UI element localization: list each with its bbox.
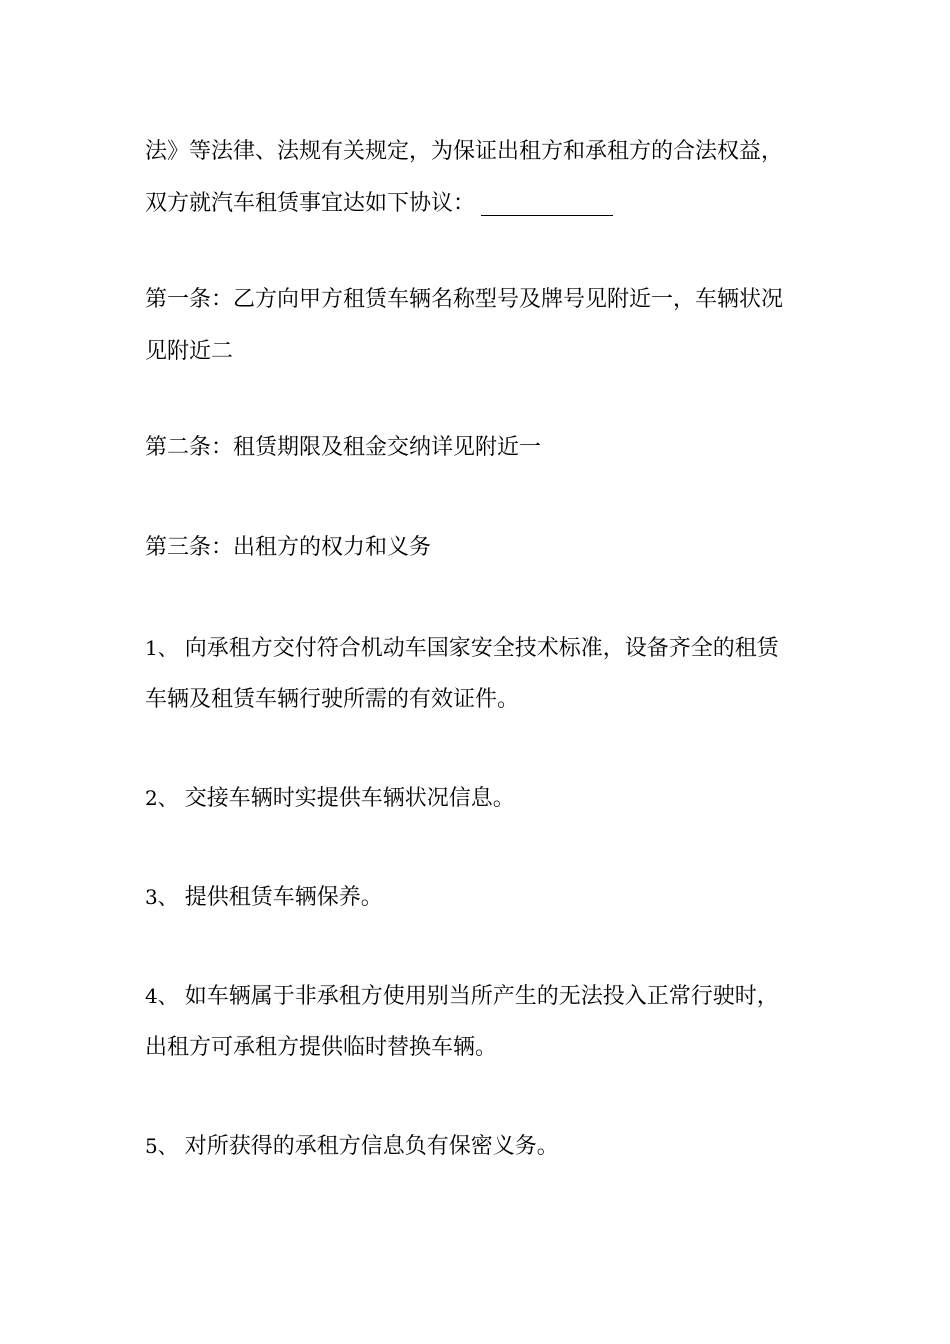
list-item-4-line-2: 出租方可承租方提供临时替换车辆。	[145, 1035, 498, 1060]
list-item-number: 4、	[145, 984, 178, 1008]
list-item-number: 3、	[145, 885, 178, 909]
list-item-4-line-1	[145, 970, 815, 1022]
list-item-number: 2、	[145, 786, 178, 810]
list-item-1-line-2: 车辆及租赁车辆行驶所需的有效证件。	[145, 687, 520, 712]
list-item-text: 交接车辆时实提供车辆状况信息。	[184, 786, 515, 811]
list-item-number: 5、	[145, 1134, 178, 1158]
list-item-3-line-1	[145, 871, 815, 923]
article-2-line-1: 第二条：租赁期限及租金交纳详见附近一	[145, 435, 542, 460]
article-1-line-1: 第一条：乙方向甲方租赁车辆名称型号及牌号见附近一，车辆状况	[145, 287, 784, 312]
list-item-2-line-1	[145, 772, 815, 824]
list-item-text: 向承租方交付符合机动车国家安全技术标准，设备齐全的租赁	[184, 636, 779, 661]
list-item-text: 对所获得的承租方信息负有保密义务。	[184, 1134, 559, 1159]
list-item-5	[145, 1120, 815, 1172]
intro-line-2-text: 双方就汽车租赁事宜达如下协议：	[145, 191, 476, 216]
list-item-4	[145, 970, 815, 1074]
list-item-text: 如车辆属于非承租方使用别当所产生的无法投入正常行驶时，	[184, 984, 779, 1009]
list-item-3	[145, 871, 815, 923]
list-item-5-line-1	[145, 1120, 815, 1172]
article-2	[145, 422, 815, 474]
intro-line-1: 法》等法律、法规有关规定，为保证出租方和承租方的合法权益，	[145, 139, 784, 164]
list-item-text: 提供租赁车辆保养。	[184, 885, 383, 910]
list-item-2	[145, 772, 815, 824]
list-item-number: 1、	[145, 636, 178, 660]
intro-paragraph	[145, 126, 815, 230]
article-1-line-2: 见附近二	[145, 339, 234, 364]
intro-line-2	[145, 178, 815, 230]
article-3	[145, 522, 815, 574]
article-1	[145, 274, 815, 378]
list-item-1-line-1	[145, 622, 815, 674]
article-3-line-1: 第三条：出租方的权力和义务	[145, 535, 432, 560]
list-item-1	[145, 622, 815, 726]
blank-underline	[481, 193, 613, 216]
